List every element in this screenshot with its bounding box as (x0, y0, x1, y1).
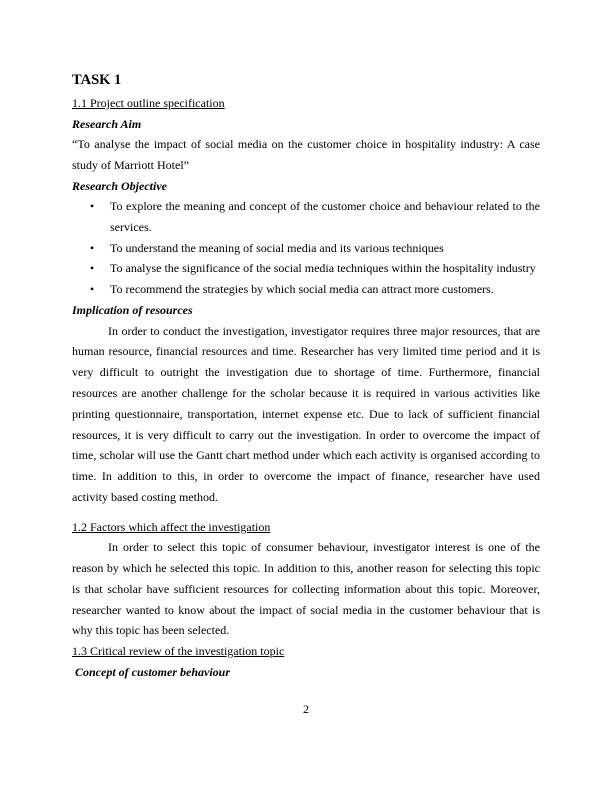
objective-text: To analyse the significance of the social media techniques within the hospitality industry (110, 261, 536, 276)
factors-text: In order to select this topic of consumer behaviour, investigator interest is one of the reason by which he selected this topic. In addition to this, another reason for selecting this topic is that scholar have sufficient resources for collecting information about this topic. Moreover, researcher wanted to know about the impact of social media in the customer behaviour that is why this topic has been selected. (72, 540, 540, 638)
customer-behaviour-heading: Concept of customer behaviour (75, 664, 230, 679)
list-item (72, 258, 540, 279)
bullet-icon: • (90, 282, 95, 297)
objective-text: To recommend the strategies by which social media can attract more customers. (110, 282, 494, 297)
bullet-icon: • (90, 199, 95, 214)
research-objective-heading: Research Objective (72, 178, 167, 193)
document-page (72, 71, 540, 682)
implication-heading: Implication of resources (72, 303, 193, 318)
page-number: 2 (303, 702, 309, 716)
objective-list (72, 196, 540, 300)
research-aim-text: “To analyse the impact of social media on the customer choice in hospitality industry: A case study of Marriott Hotel” (72, 137, 540, 172)
section-spacer (72, 508, 540, 517)
section-heading-1-2: 1.2 Factors which affect the investigation (72, 519, 271, 534)
objective-text: To understand the meaning of social media and its various techniques (110, 240, 444, 255)
bullet-icon: • (90, 240, 95, 255)
list-item (72, 279, 540, 300)
objective-text: To explore the meaning and concept of the customer choice and behaviour related to the services. (110, 199, 540, 234)
task-title: TASK 1 (72, 72, 122, 88)
implication-text: In order to conduct the investigation, investigator requires three major resources, that are human resource, financial resources and time. Researcher has very limited time period and it is very difficult to outright the investigation due to shortage of time. Furthermore, financial resources are another challenge for the scholar because it is required in various activities like printing questionnaire, transportation, internet expense etc. Due to lack of sufficient financial resources, it is very difficult to carry out the investigation. In order to overcome the impact of time, scholar will use the Gantt chart method under which each activity is organised according to time. In addition to this, in order to overcome the impact of finance, researcher have used activity based costing method. (72, 323, 540, 504)
section-heading-1-3: 1.3 Critical review of the investigation topic (72, 644, 285, 659)
section-heading-1-1: 1.1 Project outline specification (72, 96, 225, 110)
research-aim-heading: Research Aim (72, 116, 142, 131)
list-item (72, 196, 540, 238)
bullet-icon: • (90, 261, 95, 276)
list-item (72, 238, 540, 259)
